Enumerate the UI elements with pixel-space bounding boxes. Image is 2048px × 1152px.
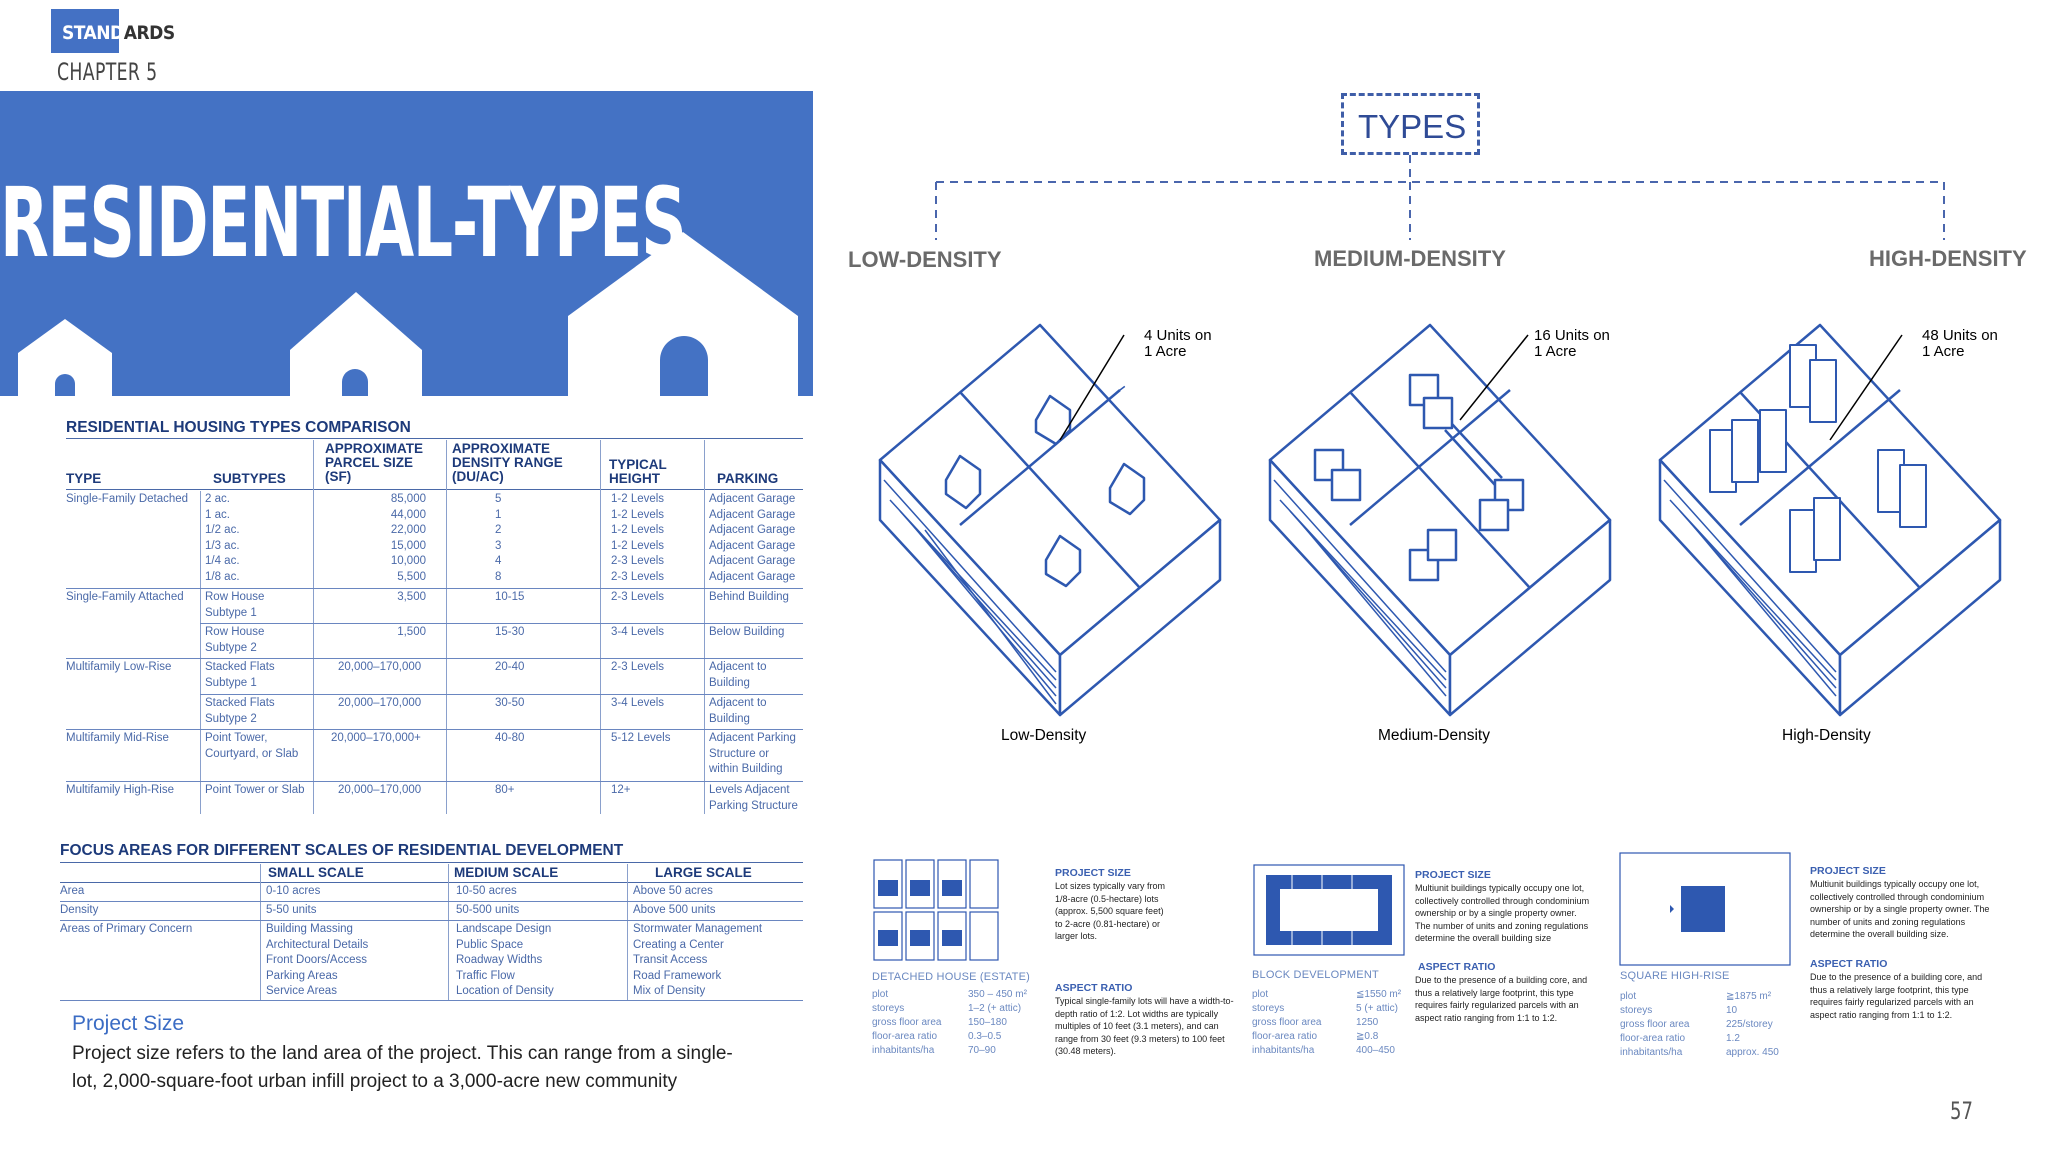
- table-cell: Adjacent Parking Structure or within Building: [709, 732, 796, 775]
- col-header-type: TYPE: [66, 471, 102, 486]
- table-cell: Density: [60, 904, 99, 916]
- table-cell: Adjacent to Building: [709, 697, 767, 725]
- col-header-small: SMALL SCALE: [268, 865, 364, 880]
- table-cell: Point Tower or Slab: [205, 784, 305, 796]
- card-values: ≧1875 m² 10 225/storey 1.2 approx. 450: [1726, 991, 1779, 1058]
- table-cell: 5 1 2 3 4 8: [495, 493, 502, 583]
- high-density-block-diagram: [1650, 320, 2010, 720]
- col-header-medium: MEDIUM SCALE: [454, 865, 559, 880]
- table-cell: Multifamily High-Rise: [66, 784, 174, 796]
- card-heading: PROJECT SIZE: [1055, 867, 1131, 879]
- units-label: 16 Units on 1 Acre: [1534, 327, 1610, 360]
- table-cell: 50-500 units: [456, 904, 520, 916]
- card-keys: plot storeys gross floor area floor-area ratio inhabitants/ha: [1620, 991, 1690, 1058]
- branch-medium-density: MEDIUM-DENSITY: [1314, 246, 1506, 271]
- table-cell: 10-50 acres: [456, 885, 517, 897]
- branch-low-density: LOW-DENSITY: [848, 247, 1002, 272]
- table-cell: Above 50 acres: [633, 885, 713, 897]
- block-caption: Low-Density: [1001, 727, 1087, 744]
- table-cell: 20-40: [495, 661, 525, 673]
- table-cell: Point Tower, Courtyard, or Slab: [205, 732, 299, 760]
- card-text: Due to the presence of a building core, and thus a relatively large footprint, this type requires fairly regularized parcels with an aspect ratio ranging from 1:1 to 1:2.: [1810, 972, 1983, 1020]
- chapter-label: CHAPTER 5: [57, 58, 158, 86]
- table-cell: 30-50: [495, 697, 525, 709]
- table-cell: 20,000–170,000: [338, 784, 422, 796]
- card-heading: ASPECT RATIO: [1418, 961, 1496, 973]
- table-cell: 20,000–170,000: [338, 697, 422, 709]
- table-cell: 80+: [495, 784, 515, 796]
- table-cell: Single-Family Detached: [66, 493, 189, 505]
- table-cell: 3,500: [397, 591, 426, 603]
- table-cell: 1-2 Levels 1-2 Levels 1-2 Levels 1-2 Levels 2-3 Levels 2-3 Levels: [611, 493, 665, 583]
- table-cell: Stacked Flats Subtype 1: [205, 661, 275, 689]
- block-caption: High-Density: [1782, 727, 1871, 744]
- card-heading: ASPECT RATIO: [1810, 958, 1888, 970]
- table-cell: Multifamily Mid-Rise: [66, 732, 169, 744]
- block-development-plan-icon: [1252, 863, 1412, 963]
- table-cell: 20,000–170,000+: [331, 732, 421, 744]
- card-text: Typical single-family lots will have a width-to-depth ratio of 1:2. Lot widths are typically multiples of 10 feet (3.1 meters), and can range from 30 feet (9.3 meters) to 100 feet (30.48 meters).: [1055, 996, 1234, 1056]
- card-text: Multiunit buildings typically occupy one lot, collectively controlled through condominium ownership or by a single property owner. The number of units and zoning regulations determine the overall building size.: [1810, 879, 1990, 939]
- project-size-text: Project size refers to the land area of the project. This can range from a single-lot, 2,000-square-foot urban infill project to a 3,000-acre new community: [72, 1043, 733, 1092]
- card-subtitle: BLOCK DEVELOPMENT: [1252, 969, 1379, 981]
- table-cell: 3-4 Levels: [611, 626, 665, 638]
- table-cell: 5-50 units: [266, 904, 317, 916]
- table-cell: Adjacent Garage Adjacent Garage Adjacent Garage Adjacent Garage Adjacent Garage Adjacent Garage: [709, 493, 796, 583]
- card-subtitle: SQUARE HIGH-RISE: [1620, 970, 1730, 982]
- table-cell: 1,500: [397, 626, 426, 638]
- col-header-parcel: APPROXIMATE PARCEL SIZE (SF): [325, 441, 424, 484]
- square-high-rise-plan-icon: [1618, 851, 1794, 967]
- table-cell: Landscape Design Public Space Roadway Widths Traffic Flow Location of Density: [456, 923, 554, 997]
- project-size-heading: Project Size: [72, 1012, 185, 1035]
- table-cell: 85,000 44,000 22,000 15,000 10,000 5,500: [390, 493, 426, 583]
- brand-text: STANDARDS: [62, 22, 175, 44]
- card-keys: plot storeys gross floor area floor-area ratio inhabitants/ha: [872, 989, 942, 1056]
- card-heading: PROJECT SIZE: [1810, 865, 1886, 877]
- col-header-parking: PARKING: [717, 471, 779, 486]
- table-cell: 3-4 Levels: [611, 697, 665, 709]
- card-text: Lot sizes typically vary from 1/8-acre (0.5-hectare) lots (approx. 5,500 square feet) to 2-acre (0.81-hectare) or larger lots.: [1055, 881, 1166, 941]
- col-header-subtypes: SUBTYPES: [213, 471, 286, 486]
- table-cell: Multifamily Low-Rise: [66, 661, 172, 673]
- table-cell: 2-3 Levels: [611, 661, 665, 673]
- table-cell: 15-30: [495, 626, 525, 638]
- table-cell: Stacked Flats Subtype 2: [205, 697, 275, 725]
- table-cell: 0-10 acres: [266, 885, 321, 897]
- table-cell: 10-15: [495, 591, 525, 603]
- table-cell: Adjacent to Building: [709, 661, 767, 689]
- units-label: 48 Units on 1 Acre: [1922, 327, 1998, 360]
- table-cell: 12+: [611, 784, 631, 796]
- page-number: 57: [1950, 1097, 1973, 1125]
- table-cell: Below Building: [709, 626, 785, 638]
- col-header-height: TYPICAL HEIGHT: [609, 457, 667, 486]
- table-cell: Area: [60, 885, 85, 897]
- block-caption: Medium-Density: [1378, 727, 1490, 744]
- card-text: Multiunit buildings typically occupy one lot, collectively controlled through condominium ownership or by a single property owner. The number of units and zoning regulations determine the overall building size: [1415, 883, 1590, 943]
- housing-table-title: RESIDENTIAL HOUSING TYPES COMPARISON: [66, 419, 411, 436]
- table-cell: 2 ac. 1 ac. 1/2 ac. 1/3 ac. 1/4 ac. 1/8 ac.: [205, 493, 240, 583]
- focus-table-title: FOCUS AREAS FOR DIFFERENT SCALES OF RESIDENTIAL DEVELOPMENT: [60, 842, 624, 859]
- card-keys: plot storeys gross floor area floor-area ratio inhabitants/ha: [1252, 989, 1322, 1056]
- table-cell: Areas of Primary Concern: [60, 923, 193, 935]
- low-density-block-diagram: [870, 320, 1230, 720]
- units-label: 4 Units on 1 Acre: [1144, 327, 1212, 360]
- table-cell: Building Massing Architectural Details Front Doors/Access Parking Areas Service Areas: [266, 923, 369, 997]
- branch-high-density: HIGH-DENSITY: [1869, 246, 2027, 271]
- table-cell: Row House Subtype 2: [205, 626, 265, 654]
- table-cell: 20,000–170,000: [338, 661, 422, 673]
- medium-density-block-diagram: [1260, 320, 1620, 720]
- table-cell: Behind Building: [709, 591, 789, 603]
- page-title: RESIDENTIAL-TYPES: [0, 167, 686, 279]
- card-values: ≦1550 m² 5 (+ attic) 1250 ≧0.8 400–450: [1356, 989, 1402, 1056]
- table-cell: Above 500 units: [633, 904, 716, 916]
- card-values: 350 – 450 m² 1–2 (+ attic) 150–180 0.3–0.5 70–90: [968, 989, 1027, 1056]
- card-heading: ASPECT RATIO: [1055, 982, 1133, 994]
- table-cell: Row House Subtype 1: [205, 591, 265, 619]
- detached-house-plan-icon: [872, 858, 1022, 968]
- col-header-density: APPROXIMATE DENSITY RANGE (DU/AC): [452, 441, 563, 484]
- types-root-label: TYPES: [1358, 108, 1467, 145]
- table-cell: Levels Adjacent Parking Structure: [709, 784, 798, 812]
- table-cell: 5-12 Levels: [611, 732, 671, 744]
- table-cell: Single-Family Attached: [66, 591, 184, 603]
- table-cell: 40-80: [495, 732, 525, 744]
- card-heading: PROJECT SIZE: [1415, 869, 1491, 881]
- card-text: Due to the presence of a building core, and thus a relatively large footprint, this type requires fairly regularized parcels with an aspect ratio ranging from 1:1 to 1:2.: [1415, 975, 1588, 1023]
- card-subtitle: DETACHED HOUSE (ESTATE): [872, 971, 1030, 983]
- col-header-large: LARGE SCALE: [655, 865, 752, 880]
- table-cell: 2-3 Levels: [611, 591, 665, 603]
- table-cell: Stormwater Management Creating a Center Transit Access Road Framework Mix of Density: [633, 923, 763, 997]
